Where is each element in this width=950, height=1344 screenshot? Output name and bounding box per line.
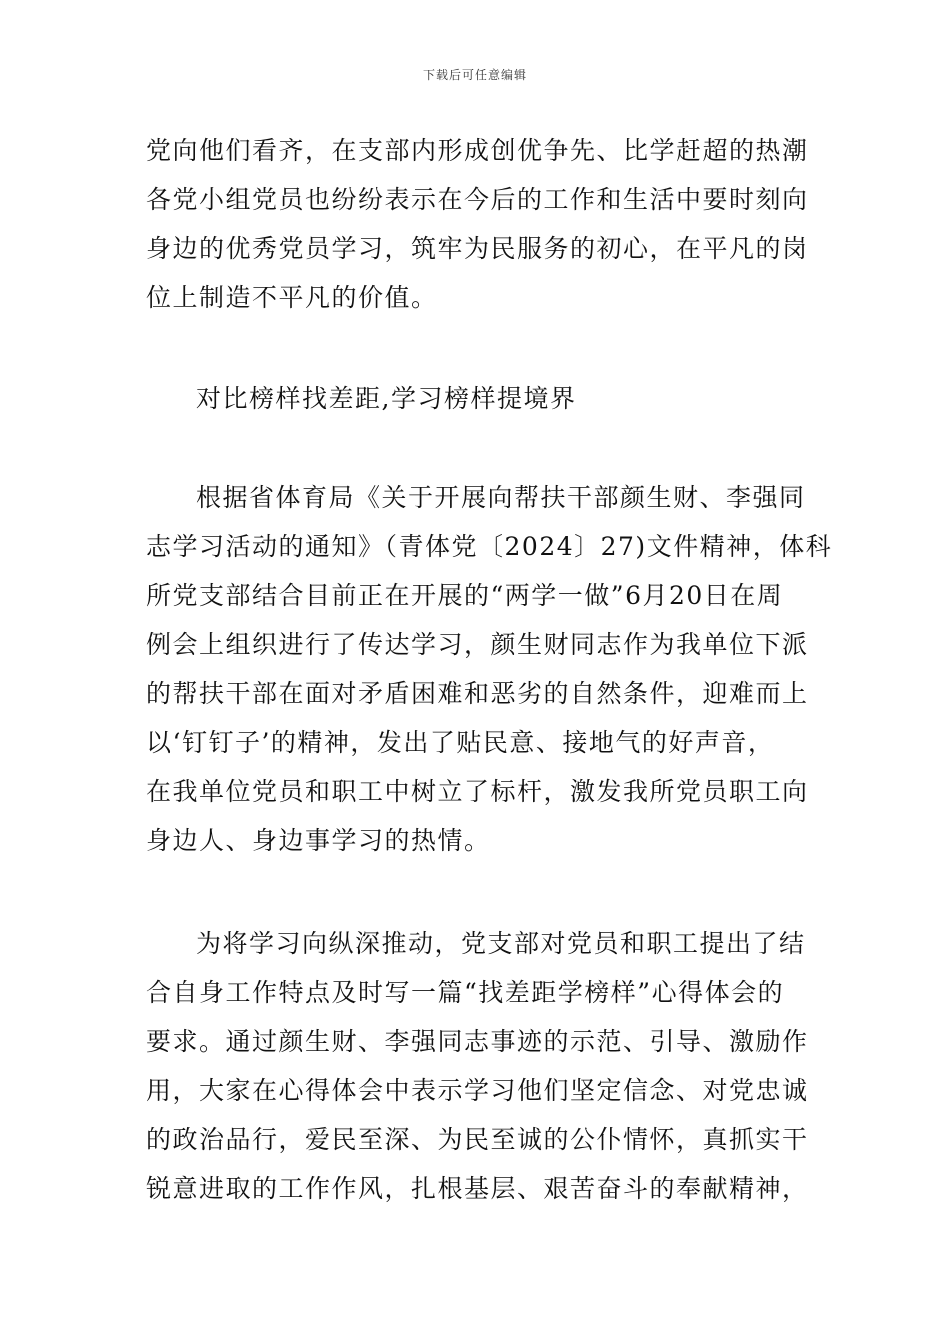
paragraph-line: 以‘钉钉子’的精神，发出了贴民意、接地气的好声音， (146, 728, 775, 757)
paragraph-line: 为将学习向纵深推动，党支部对党员和职工提出了结 (196, 929, 806, 958)
paragraph-line: 根据省体育局《关于开展向帮扶干部颜生财、李强同 (196, 483, 806, 512)
paragraph-line: 的帮扶干部在面对矛盾困难和恶劣的自然条件，迎难而上 (146, 679, 809, 708)
paragraph-line: 所党支部结合目前正在开展的“两学一做”6月20日在周 (146, 581, 784, 610)
paragraph-line: 合自身工作特点及时写一篇“找差距学榜样”心得体会的 (146, 978, 785, 1007)
paragraph-line: 身边人、身边事学习的热情。 (146, 826, 491, 855)
section-heading (196, 374, 810, 423)
section-heading-text: 对比榜样找差距,学习榜样提境界 (196, 384, 577, 413)
paragraph-1 (146, 126, 810, 322)
paragraph-line: 在我单位党员和职工中树立了标杆，激发我所党员职工向 (146, 777, 809, 806)
paragraph-3 (146, 473, 833, 865)
paragraph-line: 的政治品行，爱民至深、为民至诚的公仆情怀，真抓实干 (146, 1125, 809, 1154)
paragraph-4 (146, 919, 810, 1213)
paragraph-line: 锐意进取的工作作风，扎根基层、艰苦奋斗的奉献精神， (146, 1174, 809, 1203)
paragraph-line: 位上制造不平凡的价值。 (146, 283, 438, 312)
paragraph-line: 身边的优秀党员学习，筑牢为民服务的初心，在平凡的岗 (146, 234, 809, 263)
paragraph-line: 用，大家在心得体会中表示学习他们坚定信念、对党忠诚 (146, 1076, 809, 1105)
paragraph-line: 志学习活动的通知》（青体党〔2024〕27)文件精神，体科 (146, 532, 833, 561)
paragraph-line: 要求。通过颜生财、李强同志事迹的示范、引导、激励作 (146, 1027, 809, 1056)
paragraph-line: 党向他们看齐，在支部内形成创优争先、比学赶超的热潮 (146, 136, 809, 165)
header-note: 下载后可任意编辑 (422, 68, 527, 82)
paragraph-line: 各党小组党员也纷纷表示在今后的工作和生活中要时刻向 (146, 185, 809, 214)
paragraph-line: 例会上组织进行了传达学习，颜生财同志作为我单位下派 (146, 630, 809, 659)
